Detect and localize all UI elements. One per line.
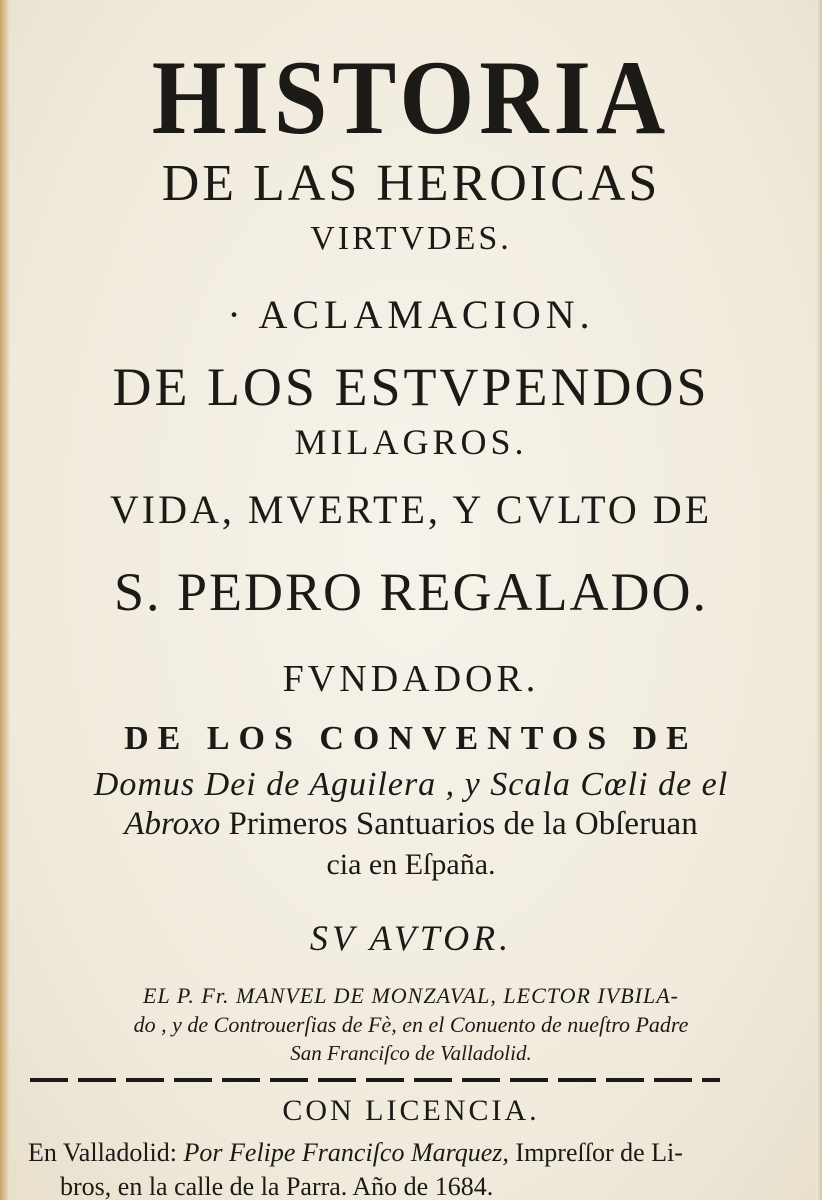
license-line: CON LICENCIA. <box>282 1094 540 1127</box>
subtitle-line: DE LOS ESTVPENDOS <box>112 357 710 417</box>
subtitle-line: Domus Dei de Aguilera , y Scala Cœli de el <box>93 766 729 803</box>
subtitle-line: DE LAS HEROICAS <box>161 155 661 212</box>
subtitle-line: VIDA, MVERTE, Y CVLTO DE <box>109 487 713 532</box>
author-line: San Franciſco de Valladolid. <box>290 1041 532 1065</box>
subtitle-line: · ACLAMACION. <box>227 292 595 337</box>
author-heading: SV AVTOR. <box>309 918 513 958</box>
subtitle-line: MILAGROS. <box>294 422 528 462</box>
book-title: HISTORIA <box>151 38 671 157</box>
subtitle-line: cia en Eſpaña. <box>326 848 496 881</box>
subtitle-roman: Primeros Santuarios de la Obſeruan <box>220 806 698 842</box>
saint-name: S. PEDRO REGALADO. <box>113 562 709 622</box>
imprint-line <box>60 1174 493 1200</box>
subtitle-line <box>0 808 822 841</box>
imprint-part: En Valladolid: <box>28 1138 184 1167</box>
dashed-rule <box>30 1078 720 1082</box>
subtitle-line: DE LOS CONVENTOS DE <box>124 720 698 757</box>
subtitle-italic: Abroxo <box>124 806 221 842</box>
imprint-year: Año de 1684. <box>352 1172 494 1200</box>
imprint-line <box>28 1140 683 1166</box>
author-line: EL P. Fr. MANVEL DE MONZAVAL, LECTOR IVBILA- <box>143 983 679 1008</box>
imprint-printer: Por Felipe Franciſco Marquez, <box>183 1138 509 1167</box>
imprint-part: bros, en la calle de la Parra. <box>60 1172 353 1200</box>
subtitle-line: VIRTVDES. <box>310 220 512 257</box>
author-line: do , y de Controuerſias de Fè, en el Conuento de nueſtro Padre <box>133 1012 689 1037</box>
imprint-part: Impreſſor de Li- <box>508 1138 683 1167</box>
subtitle-line: FVNDADOR. <box>282 658 540 700</box>
